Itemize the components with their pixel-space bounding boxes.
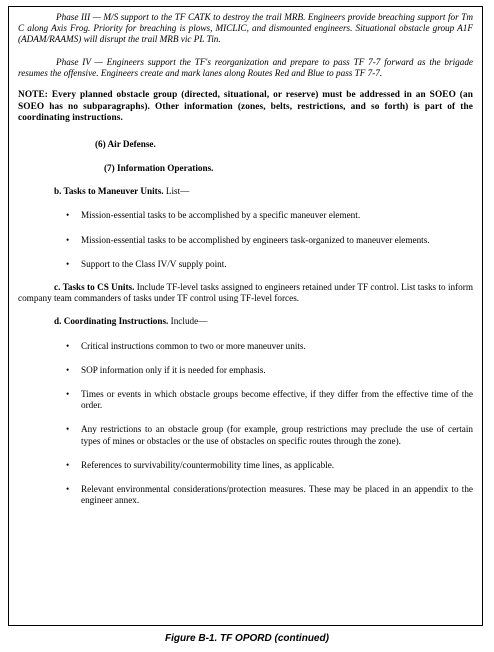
- cs-units-text: Include TF-level tasks assigned to engineers retained under TF control. List tasks to inform company team commanders of tasks under TF control using TF-level forces.: [18, 282, 473, 304]
- bullet-icon: •: [66, 364, 70, 375]
- phase-iii-paragraph: Phase III — M/S support to the TF CATK to destroy the trail MRB. Engineers provide breaching support for Tm C along Axis Frog. Priority for breaching is plows, MICLIC, and dismounted engineers. Situational obstacle group A1F (ADAM/RAAMS) will disrupt the trail MRB vic PL Tin.: [18, 12, 473, 45]
- coordinating-bullet-list: [18, 341, 473, 507]
- list-item: • SOP information only if it is needed for emphasis.: [66, 364, 266, 375]
- information-operations-heading: (7) Information Operations.: [104, 163, 214, 173]
- bullet-icon: •: [66, 258, 70, 269]
- bullet-icon: •: [66, 210, 70, 221]
- list-item: • Critical instructions common to two or more maneuver units.: [66, 340, 306, 351]
- list-item: • References to survivability/countermobility time lines, as applicable.: [66, 459, 335, 470]
- coordinating-instructions-heading: d. Coordinating Instructions.: [54, 316, 169, 327]
- bullet-icon: •: [66, 459, 70, 470]
- maneuver-units-paragraph: [18, 186, 473, 197]
- list-item: • Times or events in which obstacle groups become effective, if they differ from the effective time of the order.: [66, 389, 473, 411]
- cs-units-heading: c. Tasks to CS Units.: [54, 282, 135, 293]
- air-defense-heading: (6) Air Defense.: [95, 138, 156, 149]
- maneuver-units-intro: List—: [163, 186, 190, 197]
- cs-units-paragraph: [18, 282, 473, 304]
- bullet-icon: •: [66, 389, 70, 400]
- bullet-icon: •: [66, 340, 70, 351]
- list-item: • Relevant environmental considerations/protection measures. These may be placed in an appendix to the engineer annex.: [66, 484, 473, 506]
- list-item: • Any restrictions to an obstacle group (for example, group restrictions may preclude the use of certain types of mines or obstacles or the use of obstacles on specific routes through the zone).: [66, 424, 473, 446]
- maneuver-units-heading: b. Tasks to Maneuver Units.: [54, 186, 164, 197]
- bullet-icon: •: [66, 234, 70, 245]
- coordinating-instructions-intro: Include—: [168, 316, 208, 327]
- list-item: • Mission-essential tasks to be accomplished by a specific maneuver element.: [66, 210, 361, 221]
- list-item: • Support to the Class IV/V supply point.: [66, 258, 227, 269]
- bullet-icon: •: [66, 424, 70, 435]
- coordinating-instructions-paragraph: [18, 316, 473, 327]
- bullet-icon: •: [66, 484, 70, 495]
- document-body: [18, 12, 473, 506]
- list-item: • Mission-essential tasks to be accomplished by engineers task-organized to maneuver elements.: [66, 234, 430, 245]
- maneuver-bullet-list: [18, 210, 473, 270]
- note-paragraph: NOTE: Every planned obstacle group (directed, situational, or reserve) must be addressed in an SOEO (an SOEO has no subparagraphs). Other information (zones, belts, restrictions, and so forth) is part of the coordinating instructions.: [18, 90, 473, 124]
- phase-iv-paragraph: Phase IV — Engineers support the TF's reorganization and prepare to pass TF 7-7 forward as the brigade resumes the offensive. Engineers create and mark lanes along Routes Red and Blue to pass TF 7-7.: [18, 56, 473, 78]
- figure-caption: Figure B-1. TF OPORD (continued): [165, 633, 329, 644]
